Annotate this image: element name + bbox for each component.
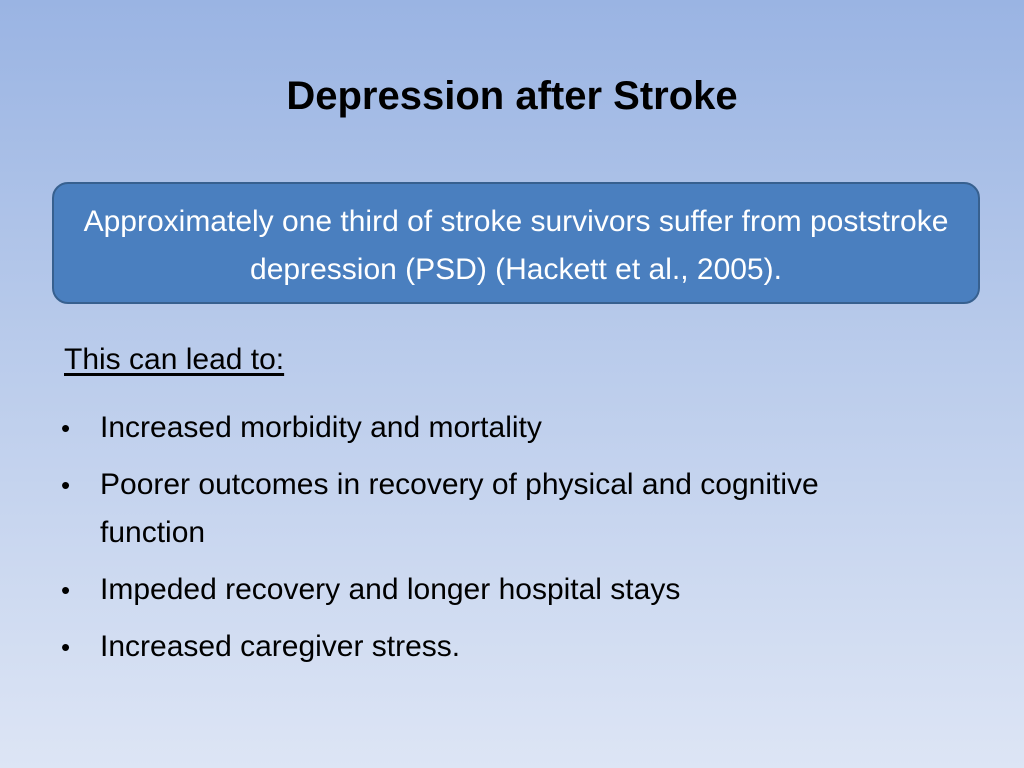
bullet-item xyxy=(0,461,1024,557)
bullet-item xyxy=(0,623,1024,671)
bullet-item xyxy=(0,566,1024,614)
bullet-text: Increased morbidity and mortality xyxy=(100,411,542,444)
bullet-text: Impeded recovery and longer hospital stays xyxy=(100,573,681,606)
bullet-icon: • xyxy=(61,470,71,500)
bullet-list xyxy=(0,404,1024,680)
bullet-icon: • xyxy=(61,632,71,662)
lead-in-text: This can lead to: xyxy=(64,343,285,376)
bullet-icon: • xyxy=(61,413,71,443)
callout-box: Approximately one third of stroke survivors suffer from poststroke depression (PSD) (Hackett et al., 2005). xyxy=(52,182,980,304)
bullet-text: Poorer outcomes in recovery of physical and cognitive function xyxy=(100,468,819,549)
bullet-text: Increased caregiver stress. xyxy=(100,630,461,663)
slide-title: Depression after Stroke xyxy=(286,74,738,118)
bullet-icon: • xyxy=(61,575,71,605)
bullet-item xyxy=(0,404,1024,452)
